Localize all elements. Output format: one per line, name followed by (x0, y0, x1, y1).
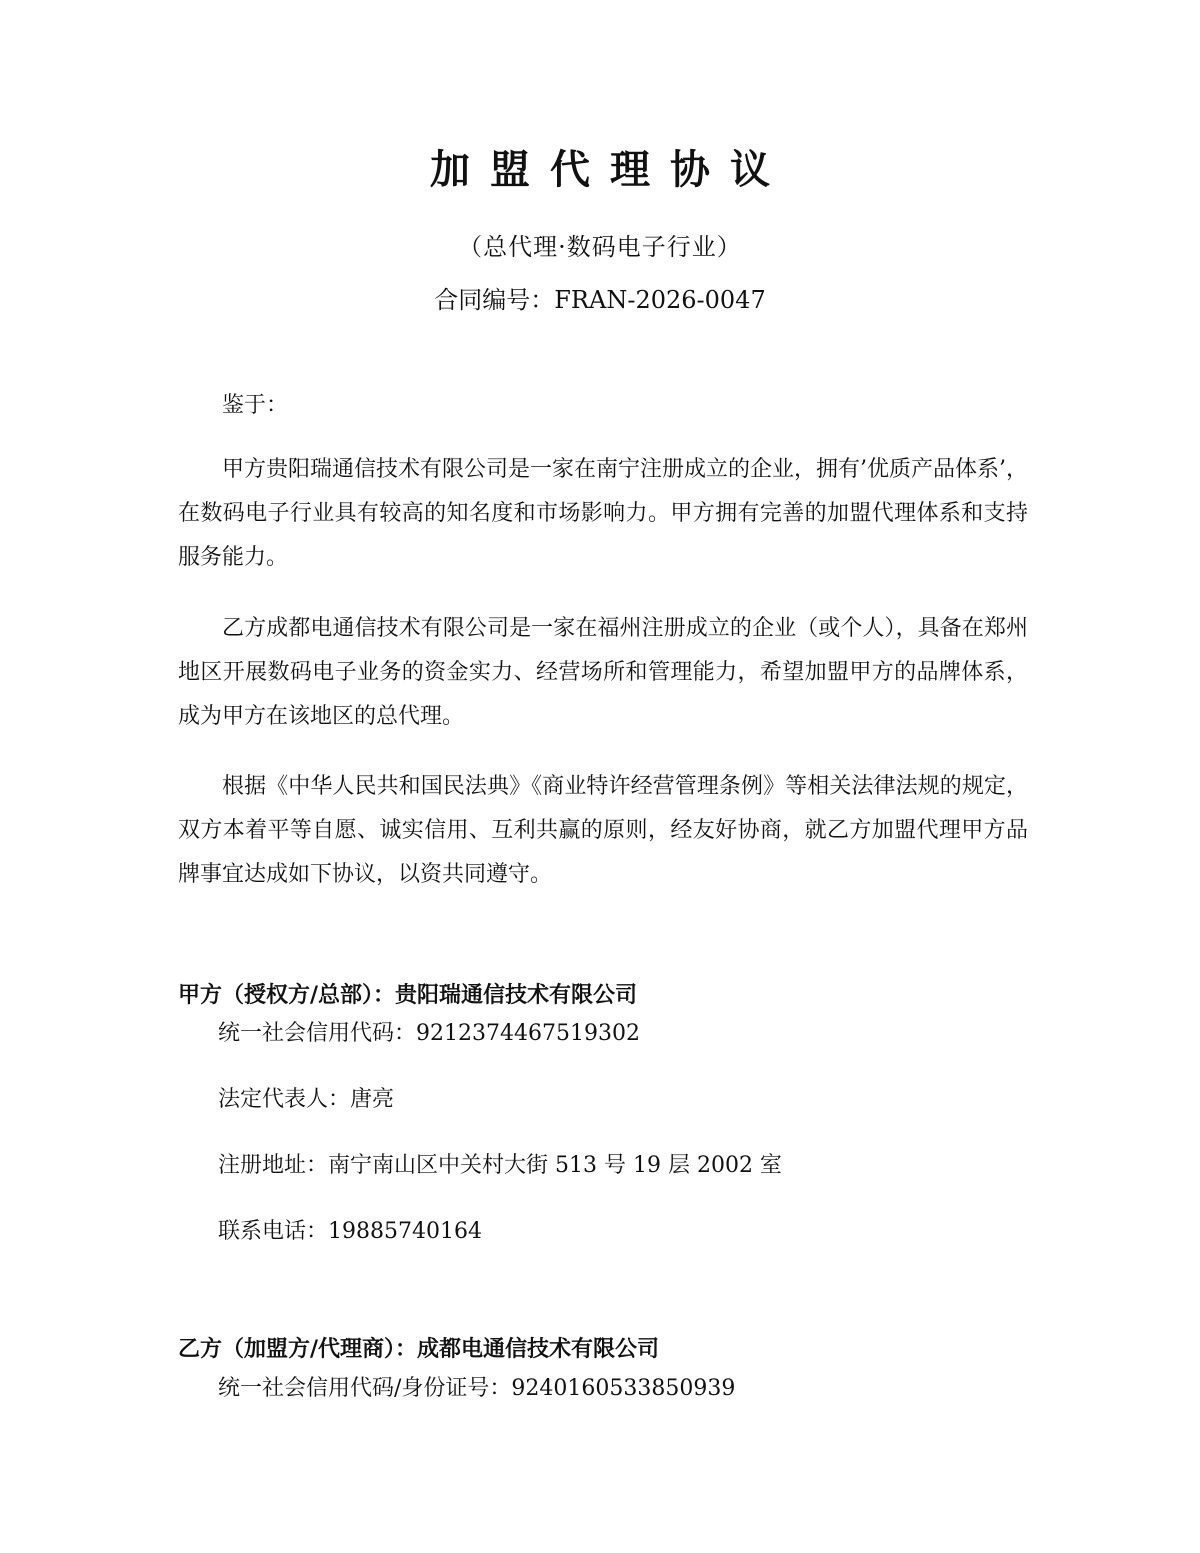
party-a-heading: 甲方（授权方/总部）：贵阳瑞通信技术有限公司 (178, 983, 638, 1008)
whereas-label: 鉴于： (222, 393, 289, 418)
party-a-phone: 联系电话：19885740164 (218, 1219, 482, 1244)
recital-paragraph-party-b: 乙方成都电通信技术有限公司是一家在福州注册成立的企业（或个人），具备在郑州地区开展数码电子业务的资金实力、经营场所和管理能力，希望加盟甲方的品牌体系，成为甲方在该地区的总代理。 (178, 616, 1028, 729)
party-b-heading: 乙方（加盟方/代理商）：成都电通信技术有限公司 (178, 1337, 660, 1362)
recital-paragraph-party-a: 甲方贵阳瑞通信技术有限公司是一家在南宁注册成立的企业，拥有’优质产品体系’，在数码电子行业具有较高的知名度和市场影响力。甲方拥有完善的加盟代理体系和支持服务能力。 (178, 457, 1028, 570)
recital-paragraph-legal-basis: 根据《中华人民共和国民法典》《商业特许经营管理条例》等相关法律法规的规定，双方本着平等自愿、诚实信用、互利共赢的原则，经友好协商，就乙方加盟代理甲方品牌事宜达成如下协议，以资共同遵守。 (178, 774, 1028, 887)
party-b-credit-code: 统一社会信用代码/身份证号：9240160533850939 (218, 1376, 736, 1401)
party-a-legal-representative: 法定代表人：唐亮 (218, 1087, 395, 1112)
document-title: 加盟代理协议 (430, 147, 790, 193)
document-subtitle: （总代理·数码电子行业） (458, 233, 742, 261)
contract-number: 合同编号：FRAN-2026-0047 (434, 286, 766, 314)
party-a-address: 注册地址：南宁南山区中关村大街 513 号 19 层 2002 室 (218, 1153, 782, 1178)
party-a-credit-code: 统一社会信用代码：9212374467519302 (218, 1021, 640, 1046)
